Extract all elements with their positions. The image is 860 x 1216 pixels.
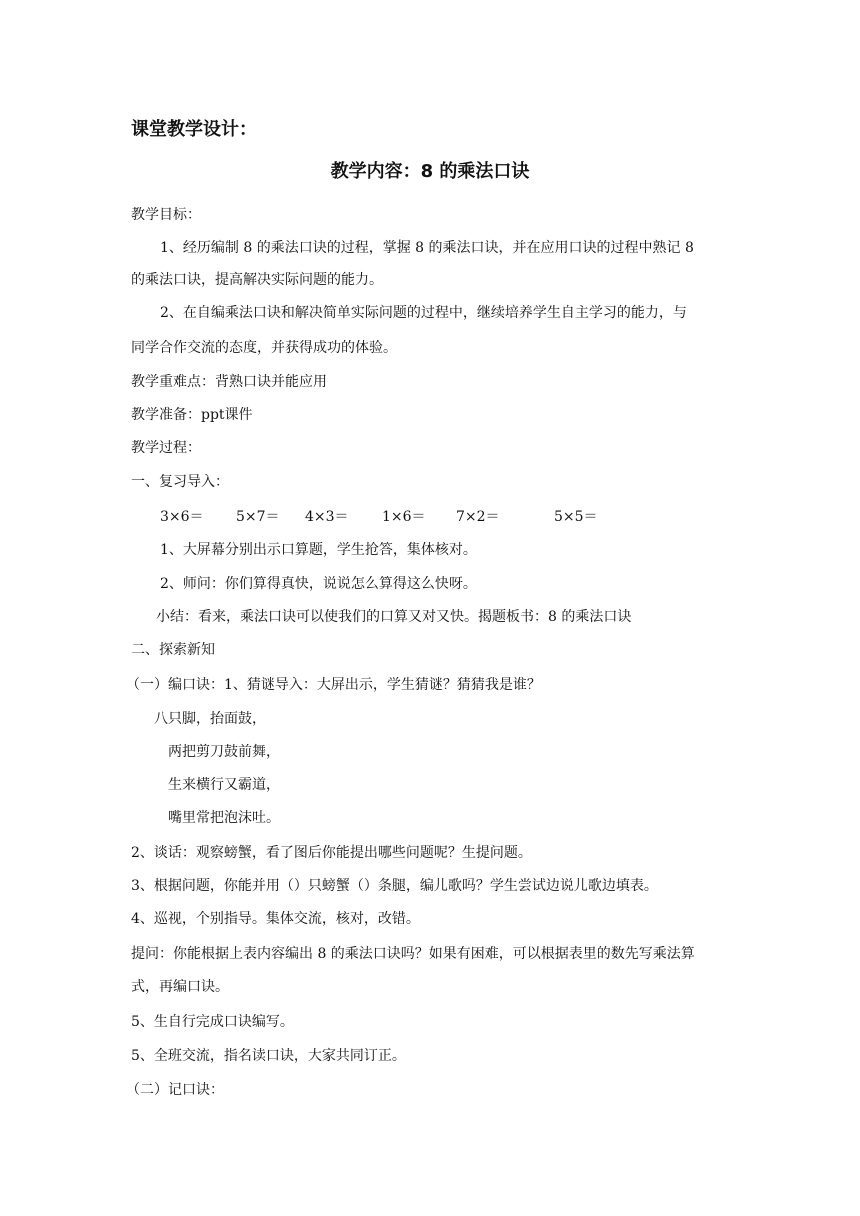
- step-3: 3、根据问题，你能并用（）只螃蟹（）条腿，编儿歌吗？学生尝试边说儿歌边填表。: [131, 878, 658, 894]
- riddle-line: 两把剪刀鼓前舞，: [168, 744, 280, 760]
- equation: 5×7＝: [236, 509, 280, 525]
- part-1-title: 一、复习导入：: [131, 474, 229, 490]
- equation: 4×3＝: [305, 509, 349, 525]
- step-5a: 5、生自行完成口诀编写。: [131, 1014, 294, 1030]
- equation: 1×6＝: [382, 509, 426, 525]
- document-title: 教学内容：8 的乘法口诀: [330, 161, 530, 182]
- equation-row: [0, 507, 860, 527]
- objectives-label: 教学目标：: [131, 207, 201, 223]
- review-step-2: 2、师问：你们算得真快，说说怎么算得这么快呀。: [160, 576, 477, 592]
- objective-1-line-1: 1、经历编制 8 的乘法口诀的过程，掌握 8 的乘法口诀，并在应用口诀的过程中熟记 8: [160, 240, 694, 256]
- objective-2-line-1: 2、在自编乘法口诀和解决简单实际问题的过程中，继续培养学生自主学习的能力，与: [160, 305, 687, 321]
- step-4: 4、巡视，个别指导。集体交流，核对，改错。: [131, 911, 420, 927]
- step-2: 2、谈话：观察螃蟹，看了图后你能提出哪些问题呢？生提问题。: [131, 845, 532, 861]
- preparation: 教学准备：ppt课件: [131, 407, 253, 423]
- equation: 7×2＝: [456, 509, 500, 525]
- process-label: 教学过程：: [131, 440, 201, 456]
- key-points: 教学重难点：背熟口诀并能应用: [131, 374, 327, 390]
- subsection-2: （二）记口诀：: [126, 1082, 224, 1098]
- riddle-line: 嘴里常把泡沫吐。: [168, 810, 280, 826]
- question-line-2: 式，再编口诀。: [131, 979, 229, 995]
- equation: 5×5＝: [554, 509, 598, 525]
- question-line-1: 提问：你能根据上表内容编出 8 的乘法口诀吗？如果有困难，可以根据表里的数先写乘法算: [131, 946, 695, 962]
- equation: 3×6＝: [160, 509, 204, 525]
- review-step-1: 1、大屏幕分别出示口算题，学生抢答，集体核对。: [160, 542, 477, 558]
- part-2-title: 二、探索新知: [131, 642, 215, 658]
- summary: 小结：看来，乘法口诀可以使我们的口算又对又快。揭题板书：8 的乘法口诀: [156, 609, 632, 625]
- riddle-line: 生来横行又霸道，: [168, 777, 280, 793]
- section-heading: 课堂教学设计：: [131, 119, 257, 140]
- objective-1-line-2: 的乘法口诀，提高解决实际问题的能力。: [131, 272, 383, 288]
- objective-2-line-2: 同学合作交流的态度，并获得成功的体验。: [131, 340, 397, 356]
- subsection-1: （一）编口诀：1、猜谜导入：大屏出示，学生猜谜？猜猜我是谁？: [126, 677, 541, 693]
- step-5b: 5、全班交流，指名读口诀，大家共同订正。: [131, 1048, 406, 1064]
- riddle-line: 八只脚，抬面鼓，: [154, 711, 266, 727]
